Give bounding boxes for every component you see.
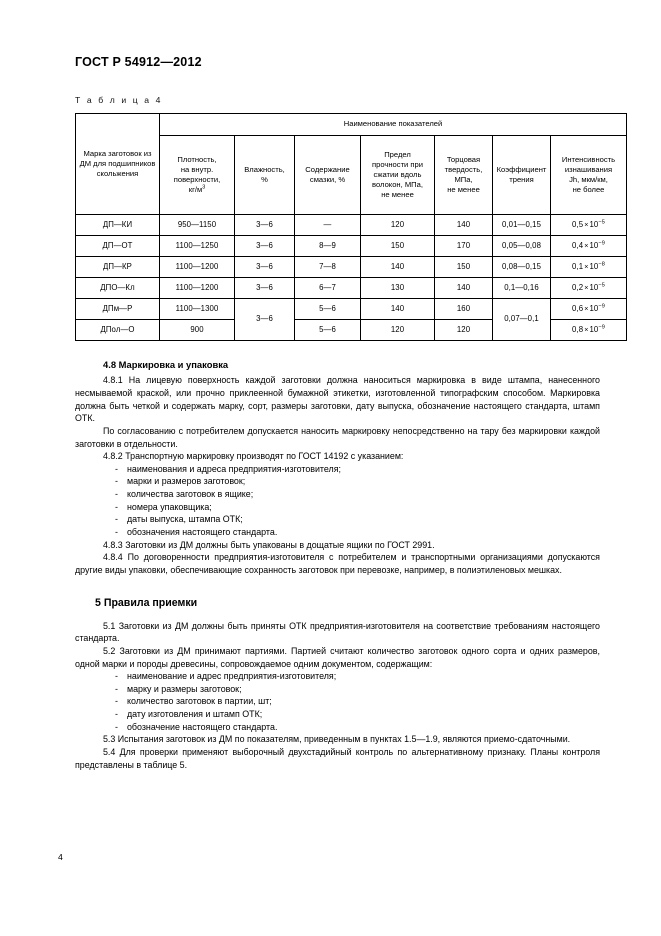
col-strength-line4: волокон, МПа, bbox=[372, 180, 423, 189]
col-density-unit: $кг/м^3$ bbox=[188, 184, 206, 195]
cell-density: 1100—1200 bbox=[160, 257, 235, 278]
table-row bbox=[76, 236, 627, 257]
table-body bbox=[76, 215, 627, 341]
list-item: - обозначения настоящего стандарта. bbox=[115, 526, 600, 539]
col-strength-line3: сжатии вдоль bbox=[373, 169, 422, 179]
cell-humidity: 3—6 bbox=[235, 278, 295, 299]
cell-mark: ДП—ОТ bbox=[76, 236, 160, 257]
paragraph-4-8-3: 4.8.3 Заготовки из ДМ должны быть упакованы в дощатые ящики по ГОСТ 2991. bbox=[103, 539, 435, 550]
multiplication-sign: × bbox=[584, 220, 589, 229]
standard-number: ГОСТ Р 54912—2012 bbox=[75, 55, 202, 69]
cell-lubricant: — bbox=[295, 215, 361, 236]
col-wear-line1: Интенсивность bbox=[561, 154, 616, 164]
col-friction-line2: трения bbox=[509, 175, 534, 184]
col-density-line3: поверхности, bbox=[173, 175, 221, 184]
cell-hardness: 160 bbox=[435, 299, 493, 320]
heading-4-8: 4.8 Маркировка и упаковка bbox=[103, 359, 229, 370]
wear-mantissa: 0,8 bbox=[572, 324, 584, 334]
cell-density: 900 bbox=[160, 320, 235, 341]
column-header-lubricant bbox=[295, 136, 361, 215]
cell-strength: 140 bbox=[361, 299, 435, 320]
column-header-friction bbox=[493, 136, 551, 215]
table-row bbox=[76, 215, 627, 236]
cell-hardness: 170 bbox=[435, 236, 493, 257]
wear-exponent: −9 bbox=[598, 240, 605, 247]
table-group-header: Наименование показателей bbox=[160, 114, 627, 136]
list-item: - количества заготовок в ящике; bbox=[115, 488, 600, 501]
list-item: - номера упаковщика; bbox=[115, 501, 600, 514]
paragraph-4-8-4: 4.8.4 По договоренности предприятия-изготовителя с потребителем и транспортными организациями допускаются другие виды упаковки, обеспечивающие сохранность заготовок при перевозке, например, в полиэтиленовых мешках. bbox=[75, 552, 600, 575]
column-header-hardness bbox=[435, 136, 493, 215]
list-item: - марки и размеров заготовок; bbox=[115, 475, 600, 488]
cell-hardness: 140 bbox=[435, 278, 493, 299]
col-friction-line1: Коэффициент bbox=[496, 164, 547, 174]
cell-wear: $0,8\times 10^{-9}$ bbox=[551, 320, 627, 341]
cell-density: 1100—1200 bbox=[160, 278, 235, 299]
list-transport-marking bbox=[75, 463, 600, 539]
wear-mantissa: 0,1 bbox=[572, 261, 584, 271]
paragraph-4-8-2: 4.8.2 Транспортную маркировку производят по ГОСТ 14192 с указанием: bbox=[103, 451, 404, 462]
cell-humidity: 3—6 bbox=[235, 215, 295, 236]
cell-friction: 0,05—0,08 bbox=[493, 236, 551, 257]
col-humidity-line1: Влажность, bbox=[244, 164, 285, 174]
paragraph-5-4: 5.4 Для проверки применяют выборочный двухстадийный контроль по альтернативному признаку. Планы контроля представлены в таблице 5. bbox=[75, 747, 600, 770]
cell-lubricant: 7—8 bbox=[295, 257, 361, 278]
multiplication-sign: × bbox=[584, 283, 589, 292]
col-wear-line4: не более bbox=[572, 185, 605, 195]
cell-density: 950—1150 bbox=[160, 215, 235, 236]
paragraph-marking-agreement: По согласованию с потребителем допускается наносить маркировку непосредственно на тару без маркировки каждой заготовки в отдельности. bbox=[75, 425, 600, 449]
col-density-line2: на внутр. bbox=[180, 164, 214, 174]
table-row bbox=[76, 278, 627, 299]
cell-mark: ДП—КР bbox=[76, 257, 160, 278]
table-group-header-row bbox=[76, 114, 627, 136]
paragraph-5-3: 5.3 Испытания заготовок из ДМ по показателям, приведенным в пунктах 1.5—1.9, являются приемо-сдаточными. bbox=[103, 734, 571, 745]
list-item: - количество заготовок в партии, шт; bbox=[115, 695, 600, 708]
table-row bbox=[76, 299, 627, 320]
col-humidity-line2: % bbox=[261, 175, 268, 184]
wear-exponent: −5 bbox=[598, 282, 605, 289]
cell-humidity: 3—6 bbox=[235, 236, 295, 257]
stub-header-text: Марка заготовок из ДМ для подшипников скольжения bbox=[79, 148, 156, 178]
cell-lubricant: 5—6 bbox=[295, 320, 361, 341]
col-hardness-line1: Торцовая bbox=[446, 154, 481, 164]
cell-strength: 140 bbox=[361, 257, 435, 278]
col-lubricant-line1: Содержание bbox=[305, 164, 350, 174]
col-density-unit-exponent: 3 bbox=[202, 184, 206, 191]
cell-hardness: 150 bbox=[435, 257, 493, 278]
wear-mantissa: 0,5 bbox=[572, 219, 584, 229]
table-stub-header bbox=[76, 114, 160, 215]
cell-mark: ДП—КИ bbox=[76, 215, 160, 236]
wear-exponent: −9 bbox=[598, 324, 605, 331]
col-strength-line2: прочности при bbox=[372, 159, 423, 169]
cell-strength: 130 bbox=[361, 278, 435, 299]
multiplication-sign: × bbox=[584, 325, 589, 334]
cell-friction: 0,1—0,16 bbox=[493, 278, 551, 299]
list-item: - марку и размеры заготовок; bbox=[115, 683, 600, 696]
cell-strength: 120 bbox=[361, 320, 435, 341]
table-head bbox=[76, 114, 627, 215]
cell-humidity: 3—6 bbox=[235, 257, 295, 278]
multiplication-sign: × bbox=[584, 304, 589, 313]
cell-friction: 0,08—0,15 bbox=[493, 257, 551, 278]
col-wear-line3: Jh, мкм/км, bbox=[569, 175, 608, 184]
paragraph-5-1: 5.1 Заготовки из ДМ должны быть приняты ОТК предприятия-изготовителя на соответствие требованиям настоящего стандарта. bbox=[75, 620, 600, 644]
cell-density: 1100—1300 bbox=[160, 299, 235, 320]
cell-wear: $0,6\times 10^{-9}$ bbox=[551, 299, 627, 320]
column-header-strength bbox=[361, 136, 435, 215]
multiplication-sign: × bbox=[584, 241, 589, 250]
list-item: - дату изготовления и штамп ОТК; bbox=[115, 708, 600, 721]
list-acceptance-document bbox=[75, 670, 600, 733]
specifications-table bbox=[75, 113, 627, 341]
heading-5: 5 Правила приемки bbox=[95, 596, 198, 609]
cell-mark: ДПО—Кл bbox=[76, 278, 160, 299]
wear-exponent: −8 bbox=[598, 261, 605, 268]
cell-wear: $0,4\times 10^{-9}$ bbox=[551, 236, 627, 257]
page-content bbox=[75, 55, 616, 771]
cell-wear: $0,1\times 10^{-8}$ bbox=[551, 257, 627, 278]
list-item: - даты выпуска, штампа ОТК; bbox=[115, 513, 600, 526]
col-density-line1: Плотность, bbox=[177, 154, 217, 164]
paragraph-4-8-1: 4.8.1 На лицевую поверхность каждой заготовки должна наноситься маркировка в виде штампа, нанесенного несмываемой краской, или прочно приклеенной бумажной этикетки, изготовленной типографским способом. Маркировка должна быть четкой и содержать марку, сорт, размеры заготовки, дату выпуска, обозначение настоящего стандарта, штамп ОТК. bbox=[75, 375, 600, 424]
cell-lubricant: 6—7 bbox=[295, 278, 361, 299]
col-strength-line1: Предел bbox=[384, 149, 411, 159]
cell-wear: $0,5\times 10^{-5}$ bbox=[551, 215, 627, 236]
cell-humidity-merged: 3—6 bbox=[235, 299, 295, 341]
wear-exponent: −9 bbox=[598, 303, 605, 310]
table-row bbox=[76, 257, 627, 278]
cell-strength: 150 bbox=[361, 236, 435, 257]
column-header-wear bbox=[551, 136, 627, 215]
col-hardness-line2: твердость, bbox=[444, 164, 483, 174]
column-header-humidity bbox=[235, 136, 295, 215]
cell-density: 1100—1250 bbox=[160, 236, 235, 257]
table-caption: Т а б л и ц а 4 bbox=[75, 95, 163, 105]
cell-wear: $0,2\times 10^{-5}$ bbox=[551, 278, 627, 299]
body-text bbox=[75, 358, 600, 771]
list-item: - наименование и адрес предприятия-изготовителя; bbox=[115, 670, 600, 683]
multiplication-sign: × bbox=[584, 262, 589, 271]
col-strength-line5: не менее bbox=[381, 190, 414, 200]
cell-strength: 120 bbox=[361, 215, 435, 236]
col-hardness-line3: МПа, bbox=[454, 175, 473, 184]
cell-mark: ДПм—Р bbox=[76, 299, 160, 320]
col-hardness-line4: не менее bbox=[447, 185, 480, 195]
cell-lubricant: 5—6 bbox=[295, 299, 361, 320]
wear-exponent: −5 bbox=[598, 219, 605, 226]
page-number: 4 bbox=[58, 852, 63, 862]
cell-friction: 0,01—0,15 bbox=[493, 215, 551, 236]
col-lubricant-line2: смазки, % bbox=[309, 175, 346, 184]
column-header-density bbox=[160, 136, 235, 215]
wear-mantissa: 0,6 bbox=[572, 303, 584, 313]
cell-mark: ДПол—О bbox=[76, 320, 160, 341]
col-wear-line2: изнашивания bbox=[564, 164, 613, 174]
wear-mantissa: 0,4 bbox=[572, 240, 584, 250]
cell-hardness: 120 bbox=[435, 320, 493, 341]
paragraph-5-2: 5.2 Заготовки из ДМ принимают партиями. Партией считают количество заготовок одного сорта и одних размеров, одной марки и породы древесины, сопровождаемое одним документом, содержащим: bbox=[75, 645, 600, 669]
list-item: - обозначение настоящего стандарта. bbox=[115, 721, 600, 734]
cell-lubricant: 8—9 bbox=[295, 236, 361, 257]
list-item: - наименования и адреса предприятия-изготовителя; bbox=[115, 463, 600, 476]
wear-mantissa: 0,2 bbox=[572, 282, 584, 292]
cell-friction-merged: 0,07—0,1 bbox=[493, 299, 551, 341]
cell-hardness: 140 bbox=[435, 215, 493, 236]
